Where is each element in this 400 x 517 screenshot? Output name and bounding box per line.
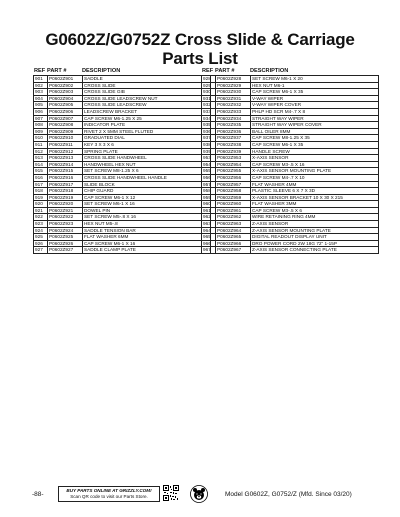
table-row (202, 174, 379, 181)
description-cell: SLIDE BLOCK (83, 181, 211, 188)
page-title-line1: G0602Z/G0752Z Cross Slide & Carriage (45, 30, 355, 49)
header-ref: REF (34, 68, 46, 74)
table-row (34, 76, 211, 83)
part-number-cell: P0602Z961 (216, 207, 251, 214)
table-row (34, 227, 211, 234)
table-row (34, 207, 211, 214)
table-row (34, 155, 211, 162)
table-row (34, 201, 211, 208)
description-cell: CAP SCREW M4-.7 X 10 (251, 174, 379, 181)
ref-cell: 925 (34, 234, 48, 241)
table-row (34, 240, 211, 247)
part-number-cell: P0602Z935 (216, 122, 251, 129)
ref-cell: 932 (202, 102, 216, 109)
part-number-cell: P0602Z964 (216, 227, 251, 234)
table-row (202, 227, 379, 234)
header-ref: REF (202, 68, 214, 74)
table-row (34, 128, 211, 135)
table-row (34, 181, 211, 188)
description-cell: CAP SCREW M6-1 X 16 (83, 240, 211, 247)
part-number-cell: P0602Z958 (216, 188, 251, 195)
ref-cell: 913 (34, 155, 48, 162)
part-number-cell: P0602Z917 (48, 181, 83, 188)
ref-cell: 914 (34, 161, 48, 168)
description-cell: SPRING PLATE (83, 148, 211, 155)
part-number-cell: P0602Z901 (48, 76, 83, 83)
description-cell: CAP SCREW M3-.5 X 16 (251, 161, 379, 168)
table-row (202, 135, 379, 142)
description-cell: Z-AXIS SENSOR CONNECTING PLATE (251, 247, 379, 254)
qr-code-icon[interactable] (163, 485, 179, 501)
ref-cell: 966 (202, 240, 216, 247)
description-cell: BALL OILER 8MM (251, 128, 379, 135)
ref-cell: 911 (34, 141, 48, 148)
table-header (201, 68, 379, 75)
ref-cell: 902 (34, 82, 48, 89)
part-number-cell: P0602Z956 (216, 174, 251, 181)
part-number-cell: P0602Z937 (216, 135, 251, 142)
part-number-cell: P0602Z955 (216, 168, 251, 175)
part-number-cell: P0602Z910 (48, 135, 83, 142)
part-number-cell: P0602Z916 (48, 174, 83, 181)
description-cell: X-AXIS SENSOR (251, 155, 379, 162)
parts-table-right (201, 68, 379, 254)
description-cell: CROSS SLIDE (83, 82, 211, 89)
buy-parts-box (58, 486, 160, 502)
ref-cell: 953 (202, 155, 216, 162)
part-number-cell: P0602Z914 (48, 161, 83, 168)
table-row (202, 201, 379, 208)
table-row (34, 148, 211, 155)
description-cell: HEX NUT M6-1 (251, 82, 379, 89)
description-cell: X-AXIS SENSOR MOUNTING PLATE (251, 168, 379, 175)
description-cell: Z-AXIS SENSOR (251, 221, 379, 228)
ref-cell: 963 (202, 221, 216, 228)
model-info: Model G0602Z, G0752/Z (Mfd. Since 03/20) (225, 491, 352, 498)
table-row (202, 207, 379, 214)
ref-cell: 956 (202, 174, 216, 181)
table-row (202, 102, 379, 109)
part-number-cell: P0602Z960 (216, 201, 251, 208)
part-number-cell: P0602Z926 (48, 240, 83, 247)
ref-cell: 916 (34, 174, 48, 181)
table-row (34, 174, 211, 181)
description-cell: SET SCREW M6-1 X 20 (251, 76, 379, 83)
ref-cell: 915 (34, 168, 48, 175)
description-cell: CAP SCREW M6-1 X 35 (251, 141, 379, 148)
description-cell: CROSS SLIDE HANDWHEEL HANDLE (83, 174, 211, 181)
description-cell: SET SCREW M8-1.25 X 6 (83, 168, 211, 175)
ref-cell: 926 (34, 240, 48, 247)
ref-cell: 901 (34, 76, 48, 83)
ref-cell: 933 (202, 108, 216, 115)
description-cell: DRO POWER CORD 2W 18G 72" 1-15P (251, 240, 379, 247)
ref-cell: 918 (34, 188, 48, 195)
table-row (202, 155, 379, 162)
table-row (34, 115, 211, 122)
part-number-cell: P0602Z909 (48, 128, 83, 135)
ref-cell: 959 (202, 194, 216, 201)
table-row (202, 122, 379, 129)
description-cell: SADDLE (83, 76, 211, 83)
ref-cell: 928 (202, 76, 216, 83)
description-cell: CROSS SLIDE LEADSCREW NUT (83, 95, 211, 102)
table-row (34, 234, 211, 241)
part-number-cell: P0602Z932 (216, 102, 251, 109)
ref-cell: 961 (202, 207, 216, 214)
table-row (202, 221, 379, 228)
description-cell: CAP SCREW M6-1 X 12 (83, 194, 211, 201)
part-number-cell: P0602Z953 (216, 155, 251, 162)
description-cell: HANDLE SCREW (251, 148, 379, 155)
description-cell: CAP SCREW M6-1.25 X 25 (83, 115, 211, 122)
ref-cell: 921 (34, 207, 48, 214)
ref-cell: 934 (202, 115, 216, 122)
table-row (34, 247, 211, 254)
description-cell: FLAT WASHER 3MM (251, 201, 379, 208)
table-row (202, 234, 379, 241)
table-row (34, 168, 211, 175)
description-cell: HEX NUT M5-.8 (83, 221, 211, 228)
part-number-cell: P0602Z924 (48, 227, 83, 234)
ref-cell: 920 (34, 201, 48, 208)
ref-cell: 936 (202, 128, 216, 135)
description-cell: KEY 3 X 3 X 6 (83, 141, 211, 148)
description-cell: Z-AXIS SENSOR MOUNTING PLATE (251, 227, 379, 234)
description-cell: HANDWHEEL HEX NUT (83, 161, 211, 168)
table-row (202, 141, 379, 148)
ref-cell: 927 (34, 247, 48, 254)
table-row (202, 82, 379, 89)
table-row (202, 214, 379, 221)
part-number-cell: P0602Z905 (48, 102, 83, 109)
description-cell: DIGITAL READOUT DISPLAY UNIT (251, 234, 379, 241)
ref-cell: 964 (202, 227, 216, 234)
description-cell: SADDLE CLAMP PLATE (83, 247, 211, 254)
ref-cell: 924 (34, 227, 48, 234)
table-row (34, 214, 211, 221)
part-number-cell: P0602Z918 (48, 188, 83, 195)
description-cell: CHIP GUARD (83, 188, 211, 195)
ref-cell: 903 (34, 89, 48, 96)
description-cell: CAP SCREW M8-1.25 X 35 (251, 135, 379, 142)
part-number-cell: P0602Z963 (216, 221, 251, 228)
table-row (202, 181, 379, 188)
table-row (34, 82, 211, 89)
ref-cell: 908 (34, 122, 48, 129)
table-row (202, 108, 379, 115)
part-number-cell: P0602Z904 (48, 95, 83, 102)
ref-cell: 905 (34, 102, 48, 109)
table-row (202, 128, 379, 135)
part-number-cell: P0602Z929 (216, 82, 251, 89)
table-row (202, 95, 379, 102)
part-number-cell: P0602Z919 (48, 194, 83, 201)
description-cell: V-WAY WIPER COVER (251, 102, 379, 109)
description-cell: FLAT WASHER 4MM (251, 181, 379, 188)
ref-cell: 904 (34, 95, 48, 102)
part-number-cell: P0602Z906 (48, 108, 83, 115)
part-number-cell: P0602Z965 (216, 234, 251, 241)
part-number-cell: P0602Z903 (48, 89, 83, 96)
part-number-cell: P0602Z962 (216, 214, 251, 221)
part-number-cell: P0602Z915 (48, 168, 83, 175)
part-number-cell: P0602Z911 (48, 141, 83, 148)
description-cell: STRAIGHT WAY WIPER COVER (251, 122, 379, 129)
part-number-cell: P0602Z966 (216, 240, 251, 247)
description-cell: DOWEL PIN (83, 207, 211, 214)
part-number-cell: P0602Z954 (216, 161, 251, 168)
ref-cell: 935 (202, 122, 216, 129)
parts-table-left (33, 68, 211, 254)
table-row (202, 89, 379, 96)
table-row (34, 95, 211, 102)
table-row (34, 221, 211, 228)
ref-cell: 906 (34, 108, 48, 115)
ref-cell: 939 (202, 148, 216, 155)
ref-cell: 937 (202, 135, 216, 142)
part-number-cell: P0602Z930 (216, 89, 251, 96)
part-number-cell: P0602Z938 (216, 141, 251, 148)
ref-cell: 930 (202, 89, 216, 96)
ref-cell: 919 (34, 194, 48, 201)
part-number-cell: P0602Z934 (216, 115, 251, 122)
description-cell: PLASTIC SLEEVE 6 X 7 X 3D (251, 188, 379, 195)
page-title (0, 30, 400, 68)
table-row (202, 188, 379, 195)
ref-cell: 917 (34, 181, 48, 188)
table-row (34, 161, 211, 168)
ref-cell: 923 (34, 221, 48, 228)
table-row (34, 89, 211, 96)
table-row (202, 115, 379, 122)
part-number-cell: P0602Z931 (216, 95, 251, 102)
ref-cell: 938 (202, 141, 216, 148)
part-number-cell: P0602Z920 (48, 201, 83, 208)
ref-cell: 907 (34, 115, 48, 122)
table-row (202, 240, 379, 247)
description-cell: INDICATOR PLATE (83, 122, 211, 129)
table-row (34, 108, 211, 115)
ref-cell: 910 (34, 135, 48, 142)
description-cell: CROSS SLIDE GIB (83, 89, 211, 96)
part-number-cell: P0602Z928 (216, 76, 251, 83)
table-row (202, 194, 379, 201)
part-number-cell: P0602Z922 (48, 214, 83, 221)
description-cell: CAP SCREW M3-.5 X 6 (251, 207, 379, 214)
description-cell: V-WAY WIPER (251, 95, 379, 102)
description-cell: CROSS SLIDE HANDWHEEL (83, 155, 211, 162)
description-cell: GRADUATED DIAL (83, 135, 211, 142)
ref-cell: 912 (34, 148, 48, 155)
description-cell: RIVET 2 X 5MM STEEL FLUTED (83, 128, 211, 135)
table-header (33, 68, 211, 75)
description-cell: X-AXIS SENSOR BRACKET 10 X 30 X 215 (251, 194, 379, 201)
table-row (34, 194, 211, 201)
part-number-cell: P0602Z925 (48, 234, 83, 241)
description-cell: CAP SCREW M6-1 X 35 (251, 89, 379, 96)
page-number: -88- (32, 491, 44, 498)
table-row (202, 161, 379, 168)
ref-cell: 931 (202, 95, 216, 102)
table-row (202, 76, 379, 83)
part-number-cell: P0602Z923 (48, 221, 83, 228)
description-cell: STRAIGHT WAY WIPER (251, 115, 379, 122)
ref-cell: 958 (202, 188, 216, 195)
ref-cell: 955 (202, 168, 216, 175)
table-row (202, 247, 379, 254)
description-cell: SET SCREW M5-.8 X 16 (83, 214, 211, 221)
table-row (34, 122, 211, 129)
description-cell: WIRE RETAINING RING 4MM (251, 214, 379, 221)
description-cell: FLAT WASHER 6MM (83, 234, 211, 241)
header-part: PART # (215, 68, 235, 74)
ref-cell: 960 (202, 201, 216, 208)
description-cell: SADDLE TENSION BAR (83, 227, 211, 234)
part-number-cell: P0602Z939 (216, 148, 251, 155)
ref-cell: 909 (34, 128, 48, 135)
buy-parts-subtext: Scan QR code to visit our Parts Store. (70, 494, 148, 499)
part-number-cell: P0602Z912 (48, 148, 83, 155)
part-number-cell: P0602Z936 (216, 128, 251, 135)
buy-parts-headline: BUY PARTS ONLINE AT GRIZZLY.COM! (66, 488, 152, 493)
part-number-cell: P0602Z907 (48, 115, 83, 122)
table-row (34, 141, 211, 148)
ref-cell: 962 (202, 214, 216, 221)
table-row (202, 148, 379, 155)
table-row (202, 168, 379, 175)
part-number-cell: P0602Z921 (48, 207, 83, 214)
table-row (34, 102, 211, 109)
ref-cell: 954 (202, 161, 216, 168)
ref-cell: 957 (202, 181, 216, 188)
description-cell: LEADSCREW BRACKET (83, 108, 211, 115)
grizzly-bear-logo-icon (190, 485, 208, 503)
ref-cell: 929 (202, 82, 216, 89)
header-description: DESCRIPTION (82, 68, 121, 74)
part-number-cell: P0602Z902 (48, 82, 83, 89)
description-cell: PHLP HD SCR M4-.7 X 8 (251, 108, 379, 115)
part-number-cell: P0602Z908 (48, 122, 83, 129)
part-number-cell: P0602Z959 (216, 194, 251, 201)
part-number-cell: P0602Z967 (216, 247, 251, 254)
page-title-line2: Parts List (162, 49, 238, 68)
part-number-cell: P0602Z913 (48, 155, 83, 162)
ref-cell: 965 (202, 234, 216, 241)
part-number-cell: P0602Z927 (48, 247, 83, 254)
header-part: PART # (47, 68, 67, 74)
part-number-cell: P0602Z933 (216, 108, 251, 115)
header-description: DESCRIPTION (250, 68, 289, 74)
description-cell: CROSS SLIDE LEADSCREW (83, 102, 211, 109)
ref-cell: 922 (34, 214, 48, 221)
table-row (34, 188, 211, 195)
table-row (34, 135, 211, 142)
part-number-cell: P0602Z957 (216, 181, 251, 188)
ref-cell: 967 (202, 247, 216, 254)
description-cell: SET SCREW M6-1 X 16 (83, 201, 211, 208)
